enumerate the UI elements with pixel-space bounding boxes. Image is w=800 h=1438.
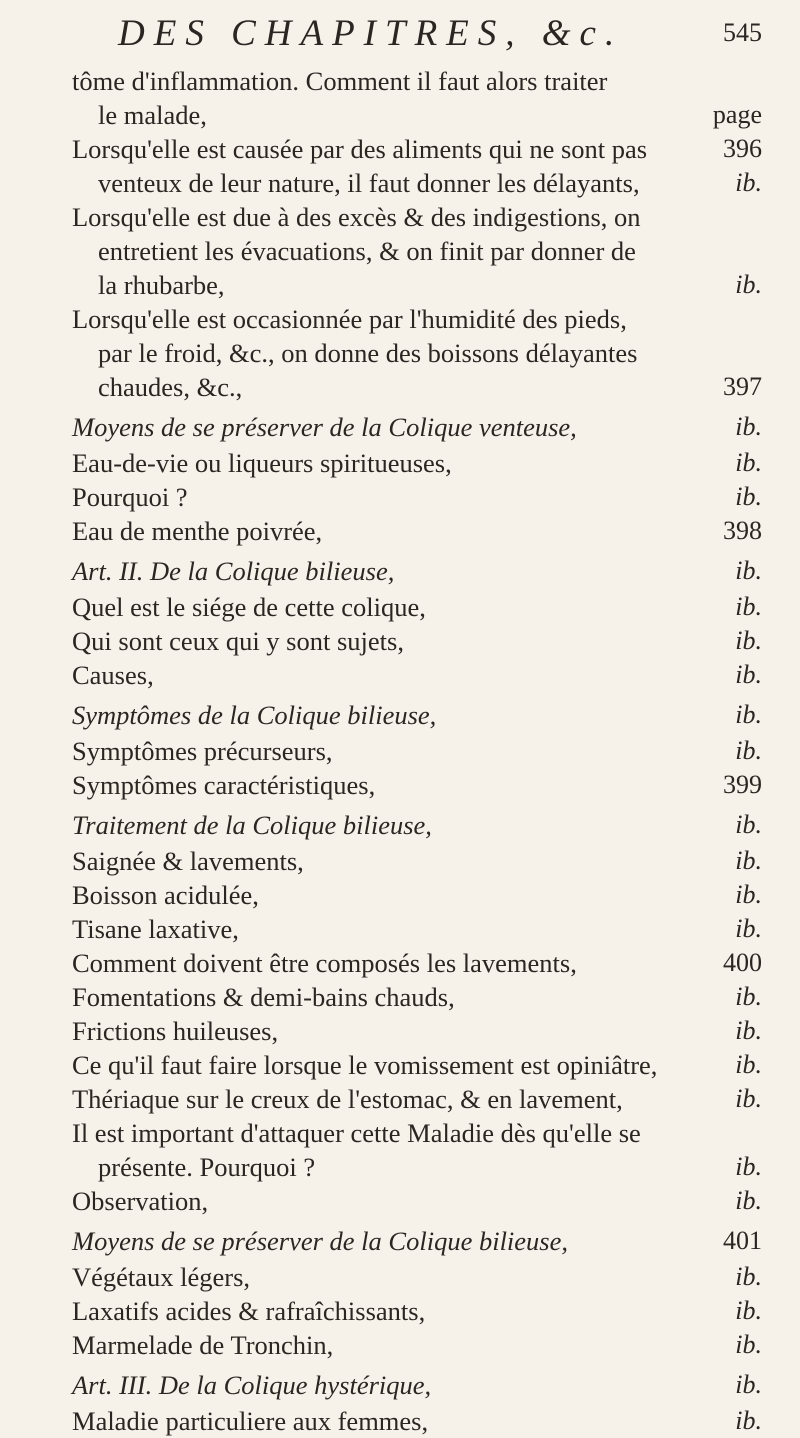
running-title: DES CHAPITRES, &c. bbox=[118, 13, 624, 54]
toc-entry-text: Saignée & lavements, bbox=[72, 846, 304, 876]
toc-entry-text: Art. II. De la Colique bilieuse, bbox=[72, 556, 395, 586]
toc-page-ref: ib. bbox=[735, 880, 762, 909]
toc-page-ref: ib. bbox=[735, 1330, 762, 1359]
toc-entry-text: Ce qu'il faut faire lorsque le vomissement est opiniâtre, bbox=[72, 1050, 658, 1080]
toc-entry bbox=[0, 200, 800, 234]
toc-page-ref: ib. bbox=[735, 1050, 762, 1079]
toc-entry bbox=[0, 336, 800, 370]
toc-entry bbox=[0, 1048, 800, 1082]
toc-entry bbox=[0, 734, 800, 768]
toc-page-ref: ib. bbox=[735, 1152, 762, 1181]
toc-entry-text: Quel est le siége de cette colique, bbox=[72, 592, 426, 622]
toc-page-ref: ib. bbox=[735, 846, 762, 875]
toc-entry-text: Il est important d'attaquer cette Maladie dès qu'elle se bbox=[72, 1118, 641, 1148]
toc-entry-text: présente. Pourquoi ? bbox=[98, 1152, 316, 1182]
toc-entry-text: Végétaux légers, bbox=[72, 1262, 251, 1292]
toc-entry-text: Symptômes caractéristiques, bbox=[72, 770, 376, 800]
toc-section-heading bbox=[0, 802, 800, 844]
toc-entry-text: Lorsqu'elle est occasionnée par l'humidité des pieds, bbox=[72, 304, 627, 334]
toc-entry-text: Eau-de-vie ou liqueurs spiritueuses, bbox=[72, 448, 452, 478]
toc-page-ref: ib. bbox=[735, 448, 762, 477]
toc-entry-text: Lorsqu'elle est due à des excès & des indigestions, on bbox=[72, 202, 641, 232]
toc-section-heading bbox=[0, 1218, 800, 1260]
toc-page-ref: ib. bbox=[735, 270, 762, 299]
toc-entry bbox=[0, 234, 800, 268]
toc-page-ref: ib. bbox=[735, 556, 762, 585]
toc-entry bbox=[0, 658, 800, 692]
toc-entry bbox=[0, 166, 800, 200]
toc-page-ref: ib. bbox=[735, 1186, 762, 1215]
toc-page-ref: ib. bbox=[735, 592, 762, 621]
toc-entry-text: chaudes, &c., bbox=[98, 372, 243, 402]
toc-entry bbox=[0, 912, 800, 946]
toc-entry bbox=[0, 132, 800, 166]
toc-entry-text: Marmelade de Tronchin, bbox=[72, 1330, 334, 1360]
toc-entry-text: la rhubarbe, bbox=[98, 270, 225, 300]
toc-entry-text: tôme d'inflammation. Comment il faut alors traiter bbox=[72, 66, 608, 96]
toc-page-ref: 400 bbox=[723, 948, 762, 977]
toc-entry bbox=[0, 768, 800, 802]
toc-page-ref: ib. bbox=[735, 168, 762, 197]
toc-entry bbox=[0, 1116, 800, 1150]
toc-entry-text: Qui sont ceux qui y sont sujets, bbox=[72, 626, 404, 656]
toc-page-ref: ib. bbox=[735, 482, 762, 511]
page-number: 545 bbox=[723, 18, 762, 47]
toc-section-heading bbox=[0, 692, 800, 734]
toc-page-ref: ib. bbox=[735, 736, 762, 765]
toc-entry-text: Lorsqu'elle est causée par des aliments qui ne sont pas bbox=[72, 134, 648, 164]
toc-entry bbox=[0, 480, 800, 514]
toc-entry-text: entretient les évacuations, & on finit par donner de bbox=[98, 236, 636, 266]
running-header bbox=[0, 12, 800, 64]
toc-entry-text: Tisane laxative, bbox=[72, 914, 239, 944]
toc-page-ref: 397 bbox=[723, 372, 762, 401]
toc-page-ref: ib. bbox=[735, 1370, 762, 1399]
toc-entry bbox=[0, 514, 800, 548]
toc-entry bbox=[0, 64, 800, 98]
toc-page-ref: ib. bbox=[735, 1406, 762, 1435]
toc-section-heading bbox=[0, 404, 800, 446]
toc-entry bbox=[0, 844, 800, 878]
toc-entry-text: Art. III. De la Colique hystérique, bbox=[72, 1370, 432, 1400]
table-of-contents bbox=[0, 64, 800, 1438]
toc-entry bbox=[0, 370, 800, 404]
toc-section-heading bbox=[0, 1362, 800, 1404]
toc-entry bbox=[0, 1404, 800, 1438]
toc-page-ref: ib. bbox=[735, 660, 762, 689]
toc-page-ref: ib. bbox=[735, 1016, 762, 1045]
toc-page-ref: ib. bbox=[735, 1296, 762, 1325]
toc-entry bbox=[0, 946, 800, 980]
toc-entry-text: venteux de leur nature, il faut donner les délayants, bbox=[98, 168, 640, 198]
toc-entry bbox=[0, 590, 800, 624]
toc-section-heading bbox=[0, 548, 800, 590]
toc-entry-text: Frictions huileuses, bbox=[72, 1016, 279, 1046]
toc-entry-text: Fomentations & demi-bains chauds, bbox=[72, 982, 455, 1012]
toc-entry bbox=[0, 1014, 800, 1048]
toc-entry-text: Boisson acidulée, bbox=[72, 880, 259, 910]
toc-page-ref: ib. bbox=[735, 914, 762, 943]
toc-page-ref: ib. bbox=[735, 626, 762, 655]
toc-entry-text: Symptômes de la Colique bilieuse, bbox=[72, 700, 437, 730]
toc-entry-text: Causes, bbox=[72, 660, 154, 690]
toc-page-ref: ib. bbox=[735, 700, 762, 729]
toc-page-ref: ib. bbox=[735, 982, 762, 1011]
toc-entry-text: par le froid, &c., on donne des boissons délayantes bbox=[98, 338, 638, 368]
toc-entry bbox=[0, 1184, 800, 1218]
toc-entry-text: Pourquoi ? bbox=[72, 482, 188, 512]
toc-entry-text: Comment doivent être composés les lavements, bbox=[72, 948, 577, 978]
toc-entry bbox=[0, 1294, 800, 1328]
toc-entry bbox=[0, 980, 800, 1014]
toc-entry bbox=[0, 878, 800, 912]
toc-page-ref: 399 bbox=[723, 770, 762, 799]
toc-page-ref: 401 bbox=[723, 1226, 762, 1255]
toc-entry-text: Traitement de la Colique bilieuse, bbox=[72, 810, 432, 840]
toc-entry bbox=[0, 624, 800, 658]
toc-entry-text: Eau de menthe poivrée, bbox=[72, 516, 323, 546]
toc-page-ref: ib. bbox=[735, 1084, 762, 1113]
toc-entry bbox=[0, 1260, 800, 1294]
toc-page-ref: ib. bbox=[735, 810, 762, 839]
toc-entry bbox=[0, 446, 800, 480]
toc-entry-text: Moyens de se préserver de la Colique bilieuse, bbox=[72, 1226, 569, 1256]
toc-entry bbox=[0, 268, 800, 302]
toc-entry-text: Symptômes précurseurs, bbox=[72, 736, 333, 766]
toc-entry-text: Maladie particuliere aux femmes, bbox=[72, 1406, 429, 1436]
toc-entry-text: Observation, bbox=[72, 1186, 209, 1216]
toc-entry-text: Thériaque sur le creux de l'estomac, & en lavement, bbox=[72, 1084, 623, 1114]
toc-page-ref: ib. bbox=[735, 1262, 762, 1291]
toc-entry bbox=[0, 1328, 800, 1362]
toc-entry-text: Laxatifs acides & rafraîchissants, bbox=[72, 1296, 426, 1326]
toc-entry bbox=[0, 302, 800, 336]
toc-entry-text: le malade, bbox=[98, 100, 207, 130]
toc-page-ref: page 396 bbox=[712, 100, 762, 163]
toc-entry bbox=[0, 1082, 800, 1116]
toc-page-ref: ib. bbox=[735, 412, 762, 441]
toc-page-ref: 398 bbox=[723, 516, 762, 545]
toc-entry-text: Moyens de se préserver de la Colique venteuse, bbox=[72, 412, 577, 442]
toc-entry bbox=[0, 1150, 800, 1184]
